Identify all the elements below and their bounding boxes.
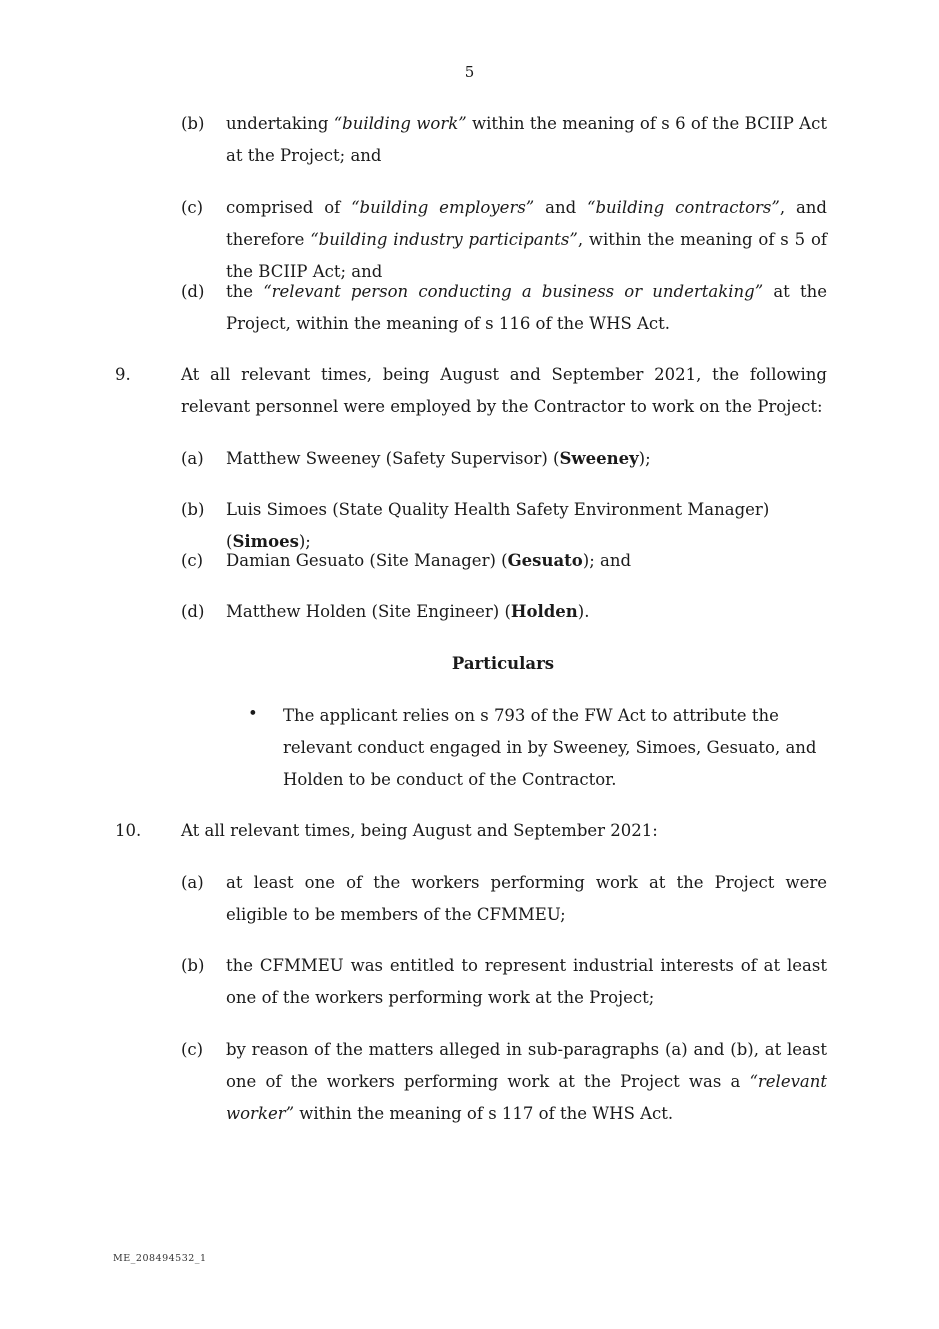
para10-item-c-label: (c) — [181, 1040, 204, 1059]
particulars-text: The applicant relies on s 793 of the FW Act to attribute the relevant conduct engaged in by Sweeney, Simoes, Gesuato, and Holden to be conduct of the Contractor. — [283, 706, 817, 789]
para10-item-a-text: at least one of the workers performing work at the Project were eligible to be members of the CFMMEU; — [226, 873, 827, 924]
document-reference: ME_208494532_1 — [113, 1253, 207, 1264]
para10-item-c-text: by reason of the matters alleged in sub-paragraphs (a) and (b), at least one of the workers performing work at the Project was a “relevant worker” within the meaning of s 117 of the WHS Act. — [226, 1040, 827, 1123]
para9-item-c-text: Damian Gesuato (Site Manager) (Gesuato); and — [226, 551, 632, 570]
para9-item-a-text: Matthew Sweeney (Safety Supervisor) (Sweeney); — [226, 449, 651, 468]
item-c-text: comprised of “building employers” and “building contractors”, and therefore “building industry participants”, within the meaning of s 5 of the BCIIP Act; and — [226, 198, 827, 281]
para10-item-b-label: (b) — [181, 956, 205, 975]
paragraph-9-number: 9. — [115, 365, 131, 384]
item-b-label: (b) — [181, 114, 205, 133]
item-d-label: (d) — [181, 282, 205, 301]
para9-item-b-label: (b) — [181, 500, 205, 519]
item-d-text: the “relevant person conducting a business or undertaking” at the Project, within the meaning of s 116 of the WHS Act. — [226, 282, 827, 333]
bullet-icon: • — [248, 704, 258, 723]
paragraph-10-text: At all relevant times, being August and September 2021: — [181, 821, 658, 840]
para9-item-c-label: (c) — [181, 551, 204, 570]
item-b-text: undertaking “building work” within the meaning of s 6 of the BCIIP Act at the Project; and — [226, 114, 827, 165]
para9-item-d-text: Matthew Holden (Site Engineer) (Holden). — [226, 602, 590, 621]
para9-item-a-label: (a) — [181, 449, 204, 468]
particulars-heading: Particulars — [451, 654, 555, 673]
paragraph-9-text: At all relevant times, being August and September 2021, the following relevant personnel were employed by the Contractor to work on the Project: — [181, 365, 827, 416]
para9-item-b-text: Luis Simoes (State Quality Health Safety Environment Manager) (Simoes); — [226, 500, 770, 551]
paragraph-10-number: 10. — [115, 821, 142, 840]
para10-item-b-text: the CFMMEU was entitled to represent industrial interests of at least one of the workers performing work at the Project; — [226, 956, 827, 1007]
para10-item-a-label: (a) — [181, 873, 204, 892]
para9-item-d-label: (d) — [181, 602, 205, 621]
page-number: 5 — [464, 63, 475, 81]
item-c-label: (c) — [181, 198, 204, 217]
